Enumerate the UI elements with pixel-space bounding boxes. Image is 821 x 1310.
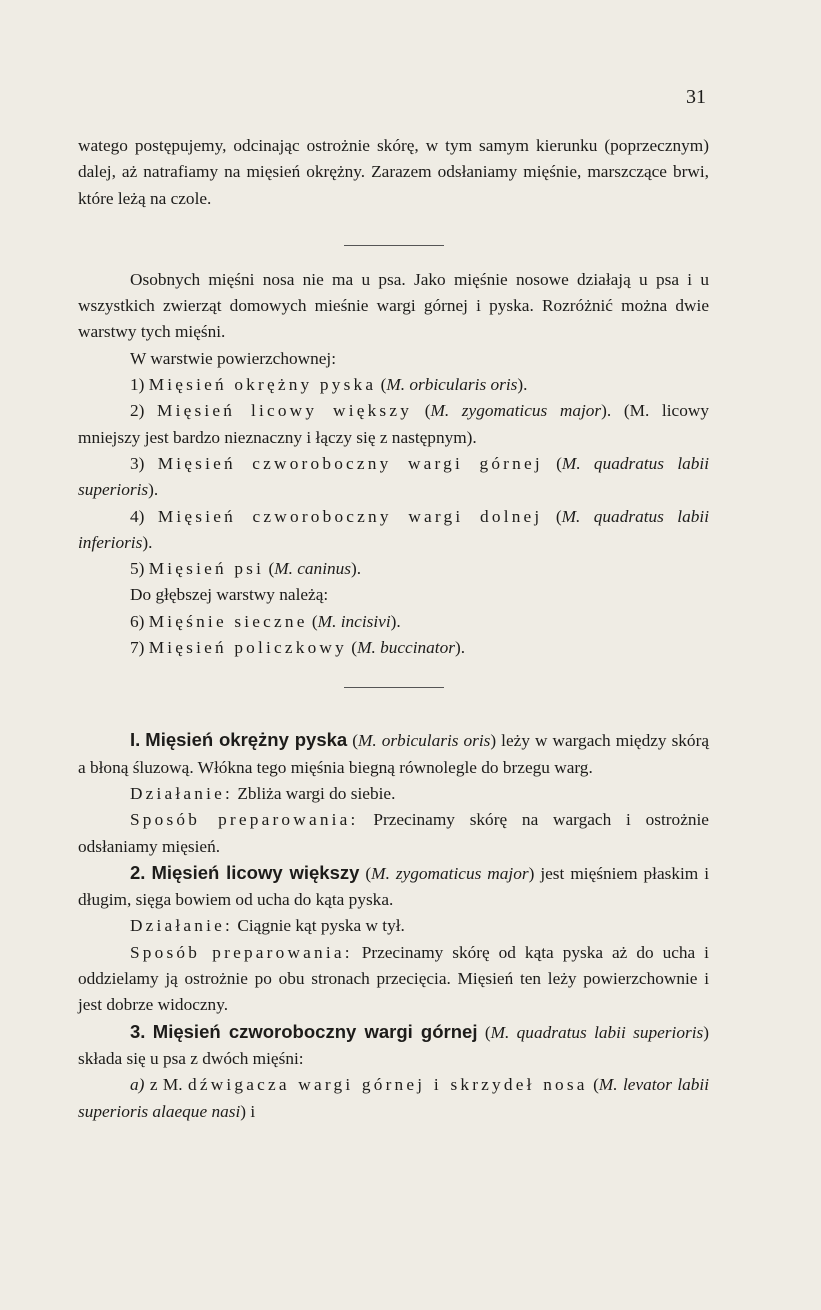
item-tail: ). xyxy=(517,375,528,395)
sub-prefix: z M. xyxy=(149,1075,183,1095)
latin-name: M. incisivi xyxy=(317,611,391,631)
paren: ( xyxy=(268,559,275,579)
item-tail: ). xyxy=(142,532,153,552)
superficial-layer-heading xyxy=(78,346,709,372)
item-tail: ). (M. licowy mniejszy jest bardzo nieznaczny i łączy się z następnym). xyxy=(78,401,709,447)
section-3-intro xyxy=(78,1019,709,1073)
list-num: 4) xyxy=(130,506,145,526)
paren: ( xyxy=(556,453,562,473)
nose-muscles-text: Osobnych mięśni nosa nie ma u psa. Jako mięśnie nosowe działają u psa i u wszystkich zwierząt domowych mieśnie wargi górnej i pyska. Rozróżnić można dwie warstwy tych mięśni. xyxy=(78,269,709,342)
list-num: 6) xyxy=(130,611,145,631)
deep-layer-text: Do głębszej warstwy należą: xyxy=(130,585,329,605)
paren: ( xyxy=(365,863,372,883)
latin-name: M. caninus xyxy=(274,559,351,579)
section-2-preparation xyxy=(78,940,709,1019)
section-number: I. xyxy=(130,729,141,751)
action-label: Działanie: xyxy=(130,783,234,803)
list-num: 5) xyxy=(130,559,145,579)
muscle-name: dźwigacza wargi górnej i skrzydeł nosa xyxy=(187,1075,588,1095)
latin-name: M. orbicularis oris xyxy=(386,375,518,395)
preparation-label: Sposób preparowania: xyxy=(130,810,359,830)
intro-paragraph xyxy=(78,133,709,212)
nose-muscles-paragraph xyxy=(78,267,709,346)
preparation-text: Przecinamy skórę od kąta pyska aż do ucha i oddzielamy ją ostrożnie po obu stronach przecięcia. Mięsień ten leży powierzchownie i jest dobrze widoczny. xyxy=(78,942,709,1015)
separator-line xyxy=(344,687,444,688)
list-num: 3) xyxy=(130,453,145,473)
section-1-preparation xyxy=(78,807,709,860)
latin-name: M. quadratus labii inferioris xyxy=(78,506,709,552)
section-number: 2. xyxy=(130,861,146,883)
latin-name: M. zygomaticus major xyxy=(430,401,602,421)
section-3-sub-a xyxy=(78,1072,709,1125)
item-tail: ). xyxy=(351,559,362,579)
paren: ( xyxy=(351,638,358,658)
list-item-5 xyxy=(78,556,709,582)
superficial-layer-text: W warstwie powierzchownej: xyxy=(130,348,337,368)
list-num: 2) xyxy=(130,401,145,421)
latin-name: M. quadratus labii superioris xyxy=(490,1022,704,1042)
latin-name: M. zygomaticus major xyxy=(371,863,529,883)
preparation-text: Przecinamy skórę na wargach i ostrożnie odsłaniamy mięsień. xyxy=(78,810,709,856)
latin-name: M. buccinator xyxy=(357,638,455,658)
list-item-2 xyxy=(78,398,709,451)
preparation-label: Sposób preparowania: xyxy=(130,942,353,962)
latin-name: M. orbicularis oris xyxy=(357,731,491,751)
action-label: Działanie: xyxy=(130,916,234,936)
sub-tail: ) i xyxy=(240,1101,256,1121)
section-heading: Mięsień okrężny pyska xyxy=(145,729,348,751)
section-2-intro xyxy=(78,860,709,914)
action-text: Zbliża wargi do siebie. xyxy=(237,783,396,803)
muscle-name: Mięsień licowy większy xyxy=(157,401,413,421)
list-num: 7) xyxy=(130,638,145,658)
latin-name: M. quadratus labii superioris xyxy=(78,453,710,500)
paren: ( xyxy=(484,1022,491,1042)
list-item-4 xyxy=(78,504,709,557)
section-1-action xyxy=(78,781,709,807)
separator-line xyxy=(344,245,444,246)
paren: ( xyxy=(352,731,358,751)
section-heading: Mięsień czworoboczny wargi górnej xyxy=(152,1020,478,1042)
list-item-6 xyxy=(78,609,709,635)
muscle-name: Mięśnie sieczne xyxy=(148,611,308,631)
list-item-1 xyxy=(78,372,709,398)
section-1-intro xyxy=(78,727,709,781)
list-item-7 xyxy=(78,635,709,661)
section-2-action xyxy=(78,913,709,939)
body-text xyxy=(78,133,709,1125)
action-text: Ciągnie kąt pyska w tył. xyxy=(237,916,405,936)
muscle-name: Mięsień psi xyxy=(148,559,265,579)
section-text: ) jest mięśniem płaskim i długim, sięga bowiem od ucha do kąta pyska. xyxy=(78,863,710,910)
sub-label: a) xyxy=(130,1075,145,1095)
paren: ( xyxy=(593,1075,599,1095)
latin-name: M. levator labii superioris alaeque nasi xyxy=(78,1075,710,1121)
paren: ( xyxy=(555,506,562,526)
intro-text: watego postępujemy, odcinając ostrożnie skórę, w tym samym kierunku (poprzecznym) dalej, aż natrafiamy na mięsień okrężny. Zarazem odsłaniamy mięśnie, marszczące brwi, które leżą na czole. xyxy=(78,136,709,208)
deep-layer-heading xyxy=(78,582,709,608)
muscle-name: Mięsień czworoboczny wargi dolnej xyxy=(157,506,543,526)
paren: ( xyxy=(380,375,387,395)
section-text: ) leży w wargach między skórą a błoną śluzową. Włókna tego mięśnia biegną równolegle do brzegu warg. xyxy=(78,731,709,777)
muscle-name: Mięsień policzkowy xyxy=(148,638,347,658)
item-tail: ). xyxy=(454,638,466,658)
paren: ( xyxy=(424,401,431,421)
section-heading: Mięsień licowy większy xyxy=(151,861,360,883)
paren: ( xyxy=(311,611,318,631)
item-tail: ). xyxy=(390,611,401,631)
muscle-name: Mięsień czworoboczny wargi górnej xyxy=(157,453,543,473)
section-number: 3. xyxy=(130,1020,146,1042)
item-tail: ). xyxy=(148,480,159,500)
section-text: ) składa się u psa z dwóch mięśni: xyxy=(78,1022,709,1068)
page-number: 31 xyxy=(686,86,706,108)
list-num: 1) xyxy=(130,375,145,395)
list-item-3 xyxy=(78,451,709,504)
muscle-name: Mięsień okrężny pyska xyxy=(148,375,377,395)
